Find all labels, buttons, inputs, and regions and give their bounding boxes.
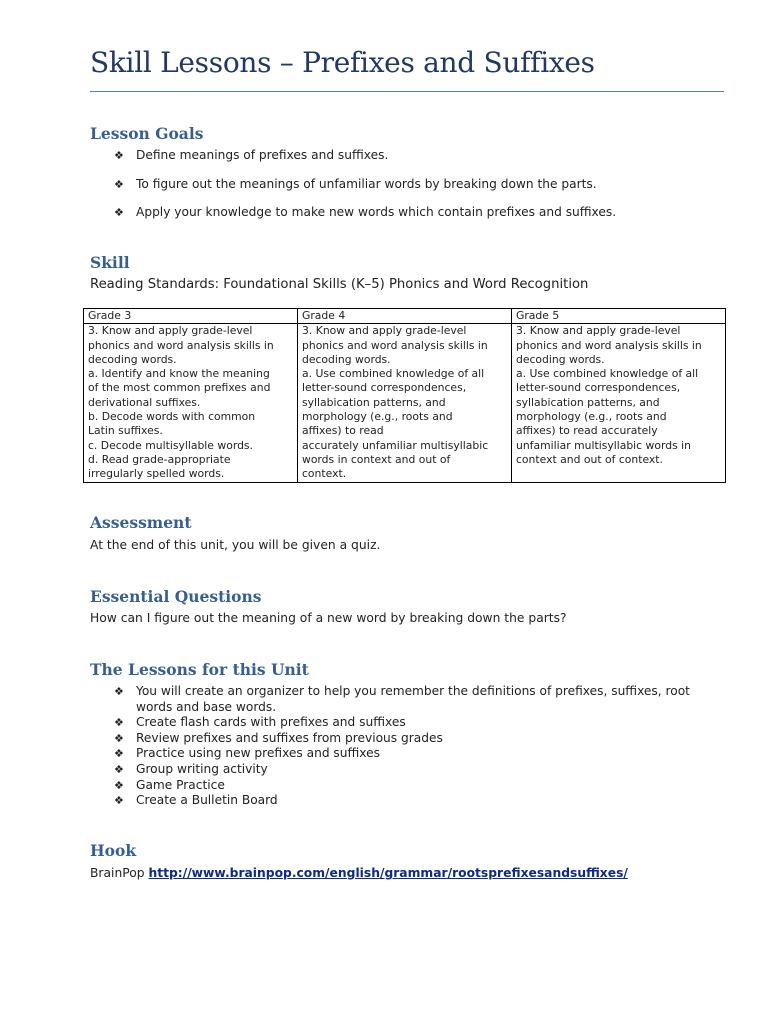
- table-header-row: [84, 309, 726, 324]
- table-header-grade-3: Grade 3: [84, 309, 298, 324]
- lesson-goals-list: [114, 148, 616, 234]
- title-underline: [90, 91, 724, 92]
- lessons-list: [114, 684, 726, 809]
- list-item: ❖ Create flash cards with prefixes and suffixes: [114, 715, 406, 730]
- diamond-bullet-icon: ❖: [114, 685, 124, 698]
- diamond-bullet-icon: ❖: [114, 177, 124, 191]
- diamond-bullet-icon: ❖: [114, 731, 124, 745]
- brainpop-link[interactable]: http://www.brainpop.com/english/grammar/rootsprefixesandsuffixes/: [148, 866, 628, 880]
- list-item: ❖ You will create an organizer to help you remember the definitions of prefixes, suffixes, root words and base words.: [114, 684, 690, 714]
- essential-questions-heading: Essential Questions: [90, 587, 262, 606]
- table-cell-grade-3: 3. Know and apply grade-level phonics and word analysis skills in decoding words. a. Identify and know the meaning of the most common prefixes and derivational suffixes. b. Decode words with common Latin suffixes. c. Decode multisyllable words. d. Read grade-appropriate irregularly spelled words.: [84, 324, 298, 482]
- diamond-bullet-icon: ❖: [114, 778, 124, 792]
- table-header-grade-5: Grade 5: [512, 309, 726, 324]
- list-item: ❖ Practice using new prefixes and suffixes: [114, 746, 380, 761]
- diamond-bullet-icon: ❖: [114, 762, 124, 776]
- assessment-heading: Assessment: [90, 513, 192, 532]
- list-item: ❖ Group writing activity: [114, 761, 268, 776]
- diamond-bullet-icon: ❖: [114, 149, 124, 162]
- assessment-text: At the end of this unit, you will be given a quiz.: [90, 538, 381, 552]
- hook-heading: Hook: [90, 841, 137, 860]
- lesson-goals-heading: Lesson Goals: [90, 124, 204, 143]
- list-item: ❖ To figure out the meanings of unfamiliar words by breaking down the parts.: [114, 176, 597, 191]
- standards-table: [83, 308, 726, 483]
- table-cell-grade-4: 3. Know and apply grade-level phonics and word analysis skills in decoding words. a. Use combined knowledge of all letter-sound correspondences, syllabication patterns, and morphology (e.g., roots and affixes) to read accurately unfamiliar multisyllabic words in context and out of context.: [298, 324, 512, 482]
- table-header-grade-4: Grade 4: [298, 309, 512, 324]
- skill-heading: Skill: [90, 253, 130, 272]
- skill-subtitle: Reading Standards: Foundational Skills (K–5) Phonics and Word Recognition: [90, 277, 589, 292]
- list-item: ❖ Create a Bulletin Board: [114, 793, 278, 808]
- hook-line: [90, 866, 628, 880]
- list-item: ❖ Apply your knowledge to make new words which contain prefixes and suffixes.: [114, 205, 617, 219]
- diamond-bullet-icon: ❖: [114, 747, 124, 761]
- lessons-heading: The Lessons for this Unit: [90, 660, 309, 679]
- table-cell-grade-5: 3. Know and apply grade-level phonics and word analysis skills in decoding words. a. Use combined knowledge of all letter-sound correspondences, syllabication patterns, and morphology (e.g., roots and affixes) to read accurately unfamiliar multisyllabic words in context and out of context.: [512, 324, 726, 482]
- diamond-bullet-icon: ❖: [114, 206, 124, 219]
- table-row: [84, 324, 726, 482]
- list-item: ❖ Review prefixes and suffixes from previous grades: [114, 730, 443, 745]
- hook-label: BrainPop: [90, 866, 145, 880]
- page-title: Skill Lessons – Prefixes and Suffixes: [90, 46, 595, 79]
- diamond-bullet-icon: ❖: [114, 716, 124, 730]
- essential-questions-text: How can I figure out the meaning of a new word by breaking down the parts?: [90, 611, 567, 625]
- diamond-bullet-icon: ❖: [114, 794, 124, 808]
- list-item: ❖ Define meanings of prefixes and suffixes.: [114, 148, 389, 162]
- list-item: ❖ Game Practice: [114, 777, 225, 792]
